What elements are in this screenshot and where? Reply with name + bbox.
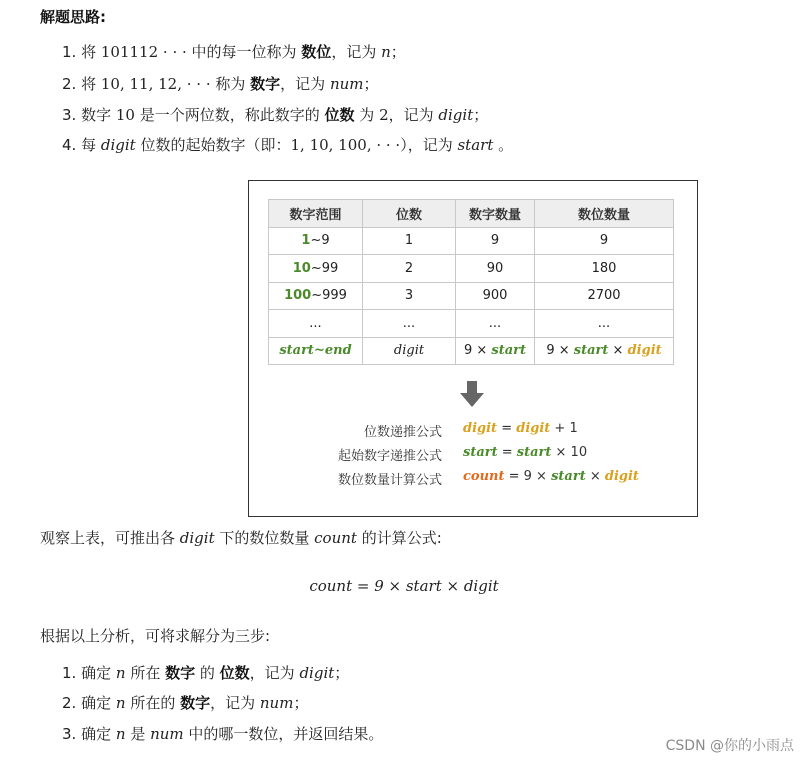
formula-expression: digit = digit + 1 — [463, 421, 578, 436]
range-cell: 100~999 — [269, 282, 363, 310]
header-range: 数字范围 — [269, 200, 363, 228]
header-digits: 位数 — [363, 200, 456, 228]
table-row — [269, 227, 674, 255]
list-item: 3. 确定 n 是 num 中的哪一数位，并返回结果。 — [62, 725, 384, 743]
range-cell: start~end — [269, 337, 363, 365]
count-cell: 9 × start — [456, 337, 535, 365]
count-cell: 9 — [456, 227, 535, 255]
range-cell: 10~99 — [269, 255, 363, 283]
watermark: CSDN @你的小雨点 — [665, 738, 794, 754]
digits-cell: 2 — [363, 255, 456, 283]
count-cell: 90 — [456, 255, 535, 283]
list-item: 2. 确定 n 所在的 数字，记为 num； — [62, 694, 309, 712]
list-item: 3. 数字 10 是一个两位数，称此数字的 位数 为 2，记为 digit； — [62, 106, 489, 124]
formula-label: 位数递推公式 — [363, 425, 442, 440]
formula-expression: count = 9 × start × digit — [463, 469, 639, 484]
list-item: 2. 将 10, 11, 12, · · · 称为 数字，记为 num； — [62, 75, 379, 93]
digit-count-cell: 2700 — [535, 282, 674, 310]
down-arrow-icon — [460, 381, 484, 407]
header-digit-count: 数位数量 — [535, 200, 674, 228]
digit-count-cell: 9 × start × digit — [535, 337, 674, 365]
analysis-paragraph: 根据以上分析，可将求解分为三步: — [40, 627, 271, 645]
table-row — [269, 255, 674, 283]
table-row — [269, 337, 674, 365]
digit-count-cell: 9 — [535, 227, 674, 255]
formula-expression: start = start × 10 — [463, 445, 588, 460]
list-item: 4. 每 digit 位数的起始数字（即：1, 10, 100, · · ·），记为 start 。 — [62, 136, 514, 154]
count-equation: count = 9 × start × digit — [309, 577, 499, 595]
count-cell: 900 — [456, 282, 535, 310]
range-cell: ... — [269, 310, 363, 338]
table-header-row — [269, 200, 674, 228]
digit-count-cell: ... — [535, 310, 674, 338]
table-row — [269, 282, 674, 310]
digit-count-cell: 180 — [535, 255, 674, 283]
range-cell: 1~9 — [269, 227, 363, 255]
observation-paragraph: 观察上表，可推出各 digit 下的数位数量 count 的计算公式: — [40, 529, 442, 547]
table-row — [269, 310, 674, 338]
count-cell: ... — [456, 310, 535, 338]
digits-cell: 1 — [363, 227, 456, 255]
list-item: 1. 确定 n 所在 数字 的 位数，记为 digit； — [62, 664, 350, 682]
digit-table-figure — [248, 180, 698, 517]
digits-cell: 3 — [363, 282, 456, 310]
formula-label: 数位数量计算公式 — [337, 473, 442, 488]
section-heading: 解题思路: — [40, 8, 106, 26]
digits-cell: ... — [363, 310, 456, 338]
header-count: 数字数量 — [456, 200, 535, 228]
digit-table — [268, 199, 674, 365]
formula-label: 起始数字递推公式 — [337, 449, 442, 464]
digits-cell: digit — [363, 337, 456, 365]
list-item: 1. 将 101112 · · · 中的每一位称为 数位，记为 n； — [62, 43, 406, 61]
